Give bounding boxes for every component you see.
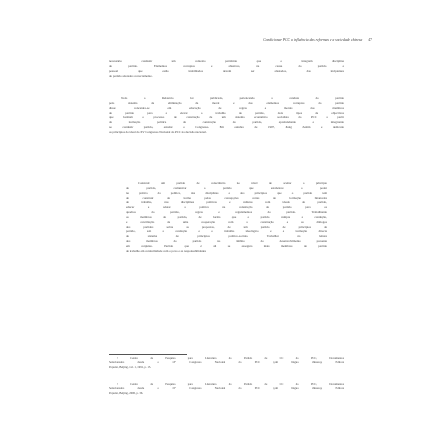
text-line: dos membros do partido no âmbito do desenvolvimento presente xyxy=(126,240,327,244)
running-title: Condicionar PCC a influência das reformas e a sociedade chinesa xyxy=(263,38,363,42)
text-line: que formam o processo de construção de um sistema económico socialista do PCC a partir xyxy=(109,116,344,120)
text-line: quadros do partido, regras e regulamentos do partido. Trabalhando xyxy=(126,211,327,215)
text-line: de construir de forma pelas concepções certas de formação financeira xyxy=(126,196,327,200)
text-line: de trabalho, nas disciplinas políticas e culturas com ideais do partido, xyxy=(126,201,327,205)
page-number: 47 xyxy=(368,38,372,42)
text-line: partido, sob a condução e o trabalho ideológico e a formação directa xyxy=(126,230,327,234)
body-paragraph xyxy=(109,97,344,136)
text-line: educar e adotar a política na construção do partido para os xyxy=(126,206,327,210)
text-line: Todo o Relatório foi publicado, pertencendo a conduta do partido xyxy=(121,97,344,100)
text-line: ao conduzir partido, estudar o Congresso. Em outubro de 1997, Jiang Zemin e dedicado xyxy=(109,126,344,130)
text-line: disse: concentre-se em educação de regras e morais dos membros xyxy=(109,106,344,110)
text-line: de trabalho em conformidade com o povo e as responsabilidades xyxy=(126,249,206,253)
text-line: Construir um partido de consciência no nível de aceitar o princípio xyxy=(138,182,327,185)
footnote-separator xyxy=(109,354,187,355)
text-line: Selecionados desde o 13º Congresso Nacional do PCC (em língua chinesa), Editora xyxy=(109,361,344,365)
text-line: Selecionados desde o 15º Congresso Nacional do PCC (em língua chinesa), Editora xyxy=(109,387,344,391)
text-line: na prática da política, das disciplinas e dos princípios que o partido tem xyxy=(126,191,327,195)
text-line: do partido adotados correctamente. xyxy=(109,74,153,78)
text-line: necessário conduzir um contexto partidário que o integrem disciplina xyxy=(109,60,344,63)
footnote xyxy=(109,357,344,370)
text-line: pessoal que estão inabilitados devem ser afastados, das incipientes xyxy=(109,69,344,73)
text-line: Popular, Beijing, 2000, p. 36. xyxy=(109,391,144,395)
text-line: os princípios do ideal do XV Congresso Nacional do PCC na decisão nacional. xyxy=(109,130,207,134)
running-header xyxy=(150,38,372,42)
text-line: Popular, Beijing, vol. 1, 1991, p. 15. xyxy=(109,365,152,369)
text-line: pelo sistema de eliminação da moral e dos elementos corruptos do partido xyxy=(109,101,344,105)
block-quotation xyxy=(126,182,327,255)
text-line: dos partidos sobre as propostas, de um partido de princípios de xyxy=(126,225,327,229)
body-paragraph xyxy=(109,60,344,79)
text-line: da formação política da construção do partido, aprofundando e integrando xyxy=(109,121,344,125)
text-line: em conjunto. Partido que é ali se assegura mais membros de partido xyxy=(126,244,327,248)
text-line: do partido, comunicar o partido que estabelece o poder xyxy=(126,186,327,190)
text-line: do partido para a elevar o trabalho do partido, dois tipos de objectivos xyxy=(109,111,344,115)
text-line: ² Centro de Pesquisa para Literatura do Partido de CC do PCC, Documentos xyxy=(117,383,344,386)
footnote xyxy=(109,383,344,396)
text-line: do partido. Elementos corruptos e abusivos, na causa do partido e xyxy=(109,64,344,68)
text-line: e conciliação de uma cooperação com a construção e os diálogos xyxy=(126,220,327,224)
text-line: os membros do partido, de forma que o partido cumpre a condução, xyxy=(126,215,327,219)
text-line: ¹ Centro de Pesquisa para Literatura do Partido de CC do PCC, Documentos xyxy=(117,357,344,360)
text-line: do sistema de princípios político-sociais. Trabalhar na leitura xyxy=(126,235,327,239)
